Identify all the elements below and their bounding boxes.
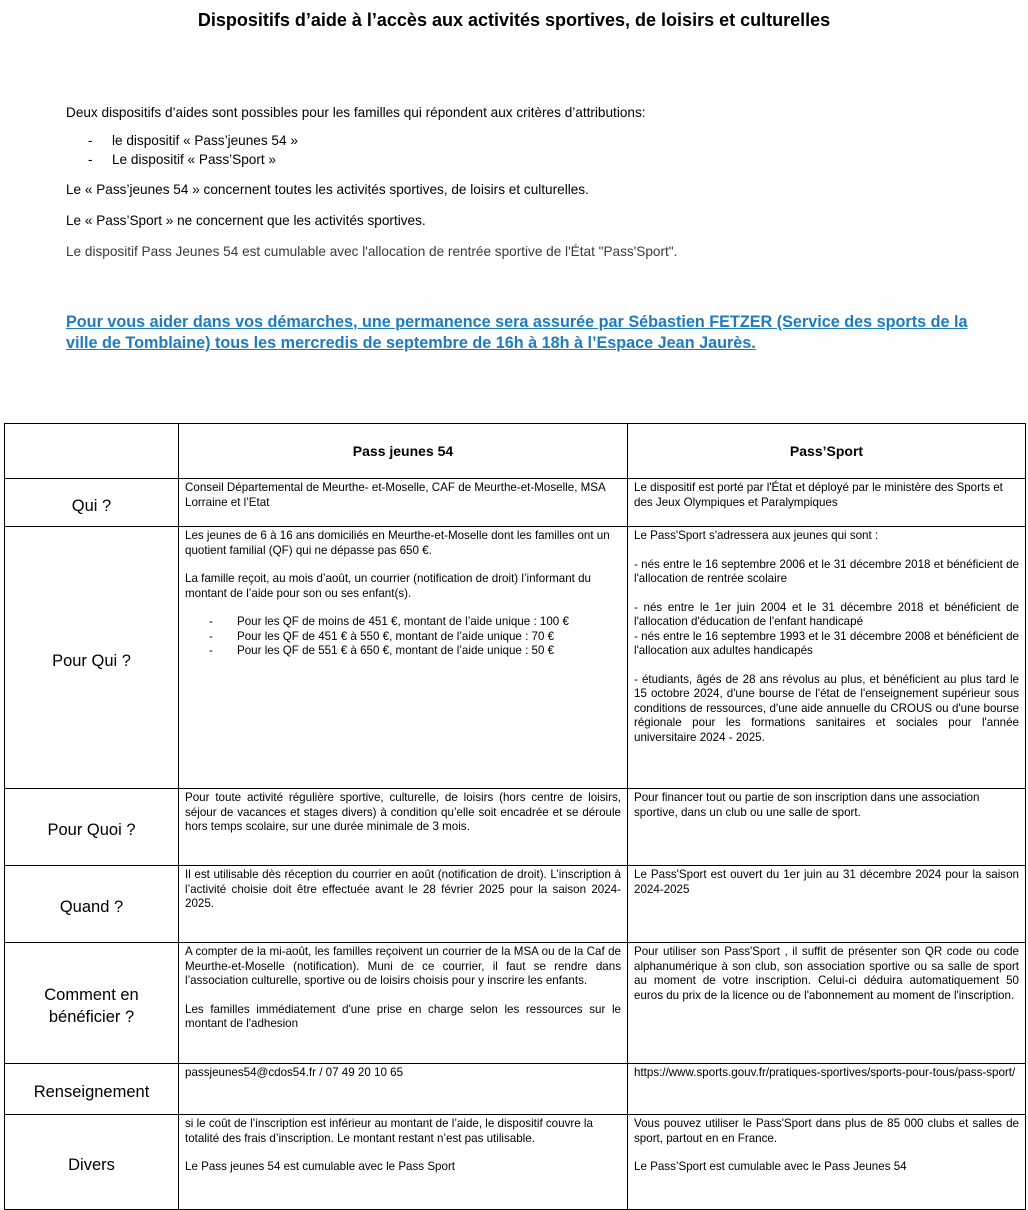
row-label-qui: Qui ? — [5, 479, 179, 527]
row-label-pour-quoi: Pour Quoi ? — [5, 789, 179, 866]
cell-comment-pass-jeunes — [179, 943, 628, 1064]
qf-amount-list — [185, 615, 621, 659]
cell-paragraph: La famille reçoit, au mois d’août, un courrier (notification de droit) l’informant du montant de l’aide pour son ou ses enfant(s). — [185, 572, 591, 600]
pass-sport-website-link[interactable]: https://www.sports.gouv.fr/pratiques-sportives/sports-pour-tous/pass-sport/ — [628, 1064, 1026, 1115]
list-item: - Pour les QF de 451 € à 550 €, montant de l’aide unique : 70 € — [185, 630, 621, 645]
cell-paragraph: - étudiants, âgés de 28 ans révolus au plus, et bénéficient au plus tard le 15 octobre 2024, d'une bourse de l'état de l'enseignement supérieur sous conditions de ressources, d'une aide annuelle du CROUS ou d'une bourse régionale pour les formations sanitaires et sociales pour l'année universitaire 2024 - 2025. — [634, 672, 1019, 744]
intro-section — [66, 104, 966, 274]
row-label-comment: Comment en bénéficier ? — [5, 943, 179, 1064]
cell-paragraph: si le coût de l’inscription est inférieur au montant de l’aide, le dispositif couvre la totalité des frais d’inscription. Le montant restant n’est pas utilisable. — [185, 1117, 593, 1145]
list-item: - Pour les QF de moins de 451 €, montant de l’aide unique : 100 € — [185, 615, 621, 630]
intro-bullet-list — [66, 131, 966, 169]
table-row — [5, 527, 1026, 789]
table-row — [5, 1115, 1026, 1210]
table-row — [5, 789, 1026, 866]
cell-pour-qui-pass-jeunes — [179, 527, 628, 789]
row-label-divers: Divers — [5, 1115, 179, 1210]
intro-paragraph: Le « Pass’jeunes 54 » concernent toutes les activités sportives, de loisirs et culturelles. — [66, 182, 589, 197]
table-row — [5, 1064, 1026, 1115]
cell-paragraph: Le Pass jeunes 54 est cumulable avec le Pass Sport — [185, 1160, 456, 1173]
header-cell-empty — [5, 424, 179, 479]
header-pass-sport: Pass’Sport — [628, 424, 1026, 479]
intro-paragraph: Le « Pass’Sport » ne concernent que les activités sportives. — [66, 213, 426, 228]
cell-paragraph: Le Pass’Sport est cumulable avec le Pass Jeunes 54 — [634, 1160, 907, 1173]
cell-paragraph: - nés entre le 1er juin 2004 et le 31 décembre 2018 et bénéficient de l'allocation d'éducation de l'enfant handicapé — [634, 600, 1019, 628]
aid-comparison-table — [4, 423, 1026, 1210]
table-row — [5, 479, 1026, 527]
cell-comment-pass-sport: Pour utiliser son Pass'Sport , il suffit de présenter son QR code ou code alphanumérique à son club, son association sportive ou sa salle de sport au moment de votre inscription. Celui-ci déduira automatiquement 50 euros du prix de la licence ou de l'abonnement au moment de l'inscription. — [628, 943, 1026, 1064]
cell-pour-quoi-pass-jeunes: Pour toute activité régulière sportive, culturelle, de loisirs (hors centre de loisirs, séjour de vacances et stages divers) à condition qu’elle soit encadrée et se déroule hors temps scolaire, sur une durée minimale de 3 mois. — [179, 789, 628, 866]
table-row — [5, 866, 1026, 943]
cell-quand-pass-sport: Le Pass'Sport est ouvert du 1er juin au 31 décembre 2024 pour la saison 2024-2025 — [628, 866, 1026, 943]
list-item: - Le dispositif « Pass’Sport » — [66, 150, 966, 169]
cell-quand-pass-jeunes: Il est utilisable dès réception du courrier en août (notification de droit). L’inscription à l’activité choisie doit être effectuée avant le 28 février 2025 pour la saison 2024-2025. — [179, 866, 628, 943]
intro-lead: Deux dispositifs d’aides sont possibles pour les familles qui répondent aux critères d’attributions: — [66, 105, 646, 120]
row-label-renseignement: Renseignement — [5, 1064, 179, 1115]
cell-paragraph: A compter de la mi-août, les familles reçoivent un courrier de la MSA ou de la Caf de Meurthe-et-Moselle (notification). Muni de ce courrier, il faut se rendre dans l’association culturelle, sportive ou de loisirs choisis pour y inscrire les enfants. — [185, 945, 621, 987]
table-header-row — [5, 424, 1026, 479]
list-item: - le dispositif « Pass’jeunes 54 » — [66, 131, 966, 150]
list-item: - Pour les QF de 551 € à 650 €, montant de l’aide unique : 50 € — [185, 644, 621, 659]
cell-paragraph: Vous pouvez utiliser le Pass'Sport dans plus de 85 000 clubs et salles de sport, partout en en France. — [634, 1117, 1019, 1145]
cell-paragraph: Les jeunes de 6 à 16 ans domiciliés en Meurthe-et-Moselle dont les familles ont un quotient familial (QF) qui ne dépasse pas 650 €. — [185, 529, 610, 557]
row-label-quand: Quand ? — [5, 866, 179, 943]
cell-paragraph: - nés entre le 16 septembre 1993 et le 31 décembre 2008 et bénéficient de l'allocation aux adultes handicapés — [634, 629, 1019, 657]
contact-email-phone[interactable]: passjeunes54@cdos54.fr / 07 49 20 10 65 — [179, 1064, 628, 1115]
cell-paragraph: - nés entre le 16 septembre 2006 et le 31 décembre 2018 et bénéficient de l'allocation de rentrée scolaire — [634, 557, 1019, 585]
cell-qui-pass-sport: Le dispositif est porté par l'État et déployé par le ministère des Sports et des Jeux Olympiques et Paralympiques — [628, 479, 1026, 527]
table-row — [5, 943, 1026, 1064]
page-title: Dispositifs d’aide à l’accès aux activités sportives, de loisirs et culturelles — [197, 10, 831, 30]
cell-qui-pass-jeunes: Conseil Départemental de Meurthe- et-Moselle, CAF de Meurthe-et-Moselle, MSA Lorraine et l’Etat — [179, 479, 628, 527]
cell-pour-qui-pass-sport — [628, 527, 1026, 789]
cell-divers-pass-jeunes — [179, 1115, 628, 1210]
permanence-notice-link[interactable]: Pour vous aider dans vos démarches, une permanence sera assurée par Sébastien FETZER (Service des sports de la ville de Tomblaine) tous les mercredis de septembre de 16h à 18h à l’Espace Jean Jaurès. — [66, 313, 968, 352]
cell-paragraph: Les familles immédiatement d'une prise en charge selon les ressources sur le montant de l'adhesion — [185, 1002, 621, 1030]
header-pass-jeunes-54: Pass jeunes 54 — [179, 424, 628, 479]
cell-pour-quoi-pass-sport: Pour financer tout ou partie de son inscription dans une association sportive, dans un club ou une salle de sport. — [628, 789, 1026, 866]
cell-paragraph: Le Pass'Sport s'adressera aux jeunes qui sont : — [634, 529, 879, 542]
cell-divers-pass-sport — [628, 1115, 1026, 1210]
intro-paragraph: Le dispositif Pass Jeunes 54 est cumulable avec l'allocation de rentrée sportive de l'État "Pass'Sport". — [66, 244, 678, 259]
row-label-pour-qui: Pour Qui ? — [5, 527, 179, 789]
